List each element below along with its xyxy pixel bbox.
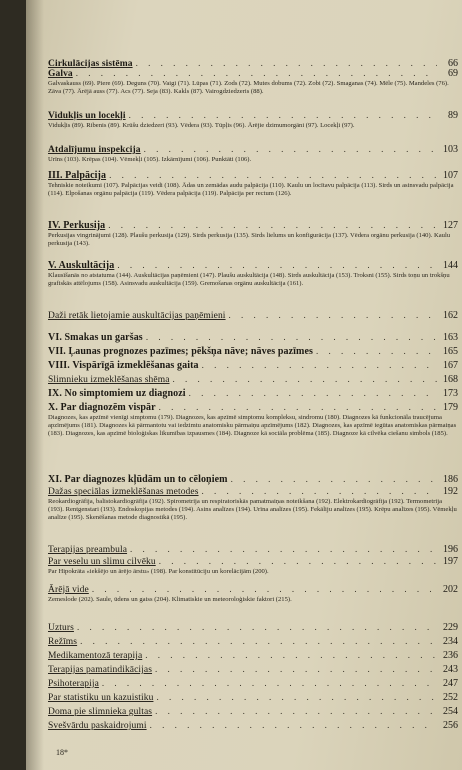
toc-entry <box>48 474 458 485</box>
toc-entry <box>48 622 458 633</box>
toc-description: Perkusijas vingrinājumi (128). Plaušu perkusija (129). Sirds perkusija (135). Sirds lielums un konfigurācija (137). Vēdera orgānu perkusija (140). Kaulu perkusija (143). <box>48 232 451 248</box>
toc-page: 234 <box>443 636 458 647</box>
toc-entry <box>48 110 458 130</box>
toc-leader-dots <box>229 310 437 320</box>
toc-leader-dots <box>159 402 437 412</box>
toc-page: 229 <box>443 622 458 633</box>
toc-entry <box>48 544 458 555</box>
toc-title: Režīms <box>48 637 78 647</box>
toc-description: Par Hipokrāta «iekšējo un ārējo ārstu» (198). Par konstitūciju un korelācijām (200). <box>48 568 269 575</box>
toc-title: Atdalījumu inspekcija <box>48 145 141 155</box>
toc-title: Medikamentozā terapija <box>48 651 143 661</box>
toc-page: 107 <box>443 170 458 181</box>
toc-description: Reokardiogrāfija, balistokardiogrāfija (192). Spirometrija un respiratoriskās pamatmaiņas noteikšana (192). Elektrokardiogrāfija (192). Termometrija (193). Rentgenstari (193). Endoskopijas metodes (194). Asins analīzes (194). Urīna analīzes (195). Fekāliju analīzes (195). Krēpu analīzes (195). Vēmekļu analīze (195). Skenēšanas metode diagnostikā (195). <box>48 498 457 522</box>
toc-entry <box>48 260 458 288</box>
toc-entry <box>48 332 458 343</box>
toc-leader-dots <box>189 388 437 398</box>
toc-title: Uzturs <box>48 623 74 633</box>
toc-leader-dots <box>231 474 437 484</box>
toc-title: Doma pie slimnieka gultas <box>48 707 153 717</box>
toc-leader-dots <box>146 332 437 342</box>
toc-title: XI. Par diagnozes kļūdām un to cēloņiem <box>48 474 228 485</box>
toc-entry <box>48 720 458 731</box>
toc-entry <box>48 310 458 321</box>
toc-title: Cirkulācijas sistēma <box>48 59 133 69</box>
toc-description: Vidukļis (89). Ribenis (89). Krūšu dziedzeri (93). Vēdera (93). Tūpļis (96). Ārējie dzimumorgāni (97). Locekļi (97). <box>48 122 355 129</box>
toc-page: 236 <box>443 650 458 661</box>
toc-entry <box>48 556 458 576</box>
toc-title: X. Par diagnozēm vispār <box>48 402 156 413</box>
toc-description: Klausīšanās no atstatuma (144). Auskultācijas paņēmieni (147). Plaušu auskultācija (148). Sirds auskultācija (153). Troksni (155). Sirds toņu un trokšņu grafiskās attēlojums (158). Asinsvadu auskultācija (159). Gremošanas orgānu auskultācija (161). <box>48 272 450 288</box>
toc-title: VII. Ļaunas prognozes pazīmes; pēkšņa nāve; nāves pazīmes <box>48 346 313 357</box>
toc-page: 252 <box>443 692 458 703</box>
toc-page: 69 <box>448 68 458 79</box>
toc-entry <box>48 360 458 371</box>
toc-leader-dots <box>129 110 437 120</box>
toc-title: Galva <box>48 69 73 79</box>
toc-leader-dots <box>102 678 437 688</box>
toc-page: 192 <box>443 486 458 497</box>
toc-page: 243 <box>443 664 458 675</box>
toc-leader-dots <box>173 374 437 384</box>
toc-page: 144 <box>443 260 458 271</box>
toc-page: 89 <box>448 110 458 121</box>
toc-page: 103 <box>443 144 458 155</box>
toc-title: V. Auskultācija <box>48 260 115 271</box>
toc-title: Psihoterapija <box>48 679 99 689</box>
toc-leader-dots <box>144 144 437 154</box>
toc-leader-dots <box>202 486 437 496</box>
toc-entry <box>48 388 458 399</box>
toc-title: Vidukļis un locekļi <box>48 111 126 121</box>
toc-title: Slimnieku izmeklēšanas shēma <box>48 375 170 385</box>
toc-title: VI. Smakas un garšas <box>48 332 143 343</box>
toc-leader-dots <box>316 346 437 356</box>
toc-page: 127 <box>443 220 458 231</box>
toc-leader-dots <box>117 260 437 270</box>
toc-entry <box>48 678 458 689</box>
toc-entry <box>48 346 458 357</box>
toc-page: 196 <box>443 544 458 555</box>
toc-leader-dots <box>159 556 437 566</box>
toc-leader-dots <box>77 622 437 632</box>
toc-leader-dots <box>202 360 437 370</box>
toc-title: Par statistiku un kazuistiku <box>48 693 154 703</box>
toc-page: 66 <box>448 58 458 69</box>
toc-leader-dots <box>130 544 437 554</box>
toc-title: Par veselu un slimu cilvēku <box>48 557 156 567</box>
toc-leader-dots <box>145 650 437 660</box>
toc-page: 163 <box>443 332 458 343</box>
toc-page: 254 <box>443 706 458 717</box>
toc-title: Terapijas preambula <box>48 545 128 555</box>
toc-page: 167 <box>443 360 458 371</box>
toc-title: Daži retāk lietojamie auskultācijas paņēmieni <box>48 311 226 321</box>
toc-page: 247 <box>443 678 458 689</box>
toc-leader-dots <box>136 58 437 68</box>
toc-title: IX. No simptomiem uz diagnozi <box>48 388 186 399</box>
toc-leader-dots <box>155 706 437 716</box>
toc-entry <box>48 68 458 96</box>
toc-page: 186 <box>443 474 458 485</box>
toc-description: Urīns (103). Krēpas (104). Vēmekļi (105). Izkārnījumi (106). Punktāti (106). <box>48 156 252 163</box>
toc-leader-dots <box>76 68 437 78</box>
toc-page: 256 <box>443 720 458 731</box>
toc-leader-dots <box>108 220 437 230</box>
toc-entry <box>48 692 458 703</box>
toc-title: Ārējā vide <box>48 585 89 595</box>
toc-entry <box>48 402 458 438</box>
toc-title: IV. Perkusija <box>48 220 106 231</box>
toc-leader-dots <box>92 584 437 594</box>
toc-entry <box>48 486 458 522</box>
toc-page: 202 <box>443 584 458 595</box>
toc-title: III. Palpācija <box>48 170 107 181</box>
toc-leader-dots <box>156 692 437 702</box>
toc-page: 165 <box>443 346 458 357</box>
toc-entry <box>48 706 458 717</box>
toc-entry <box>48 664 458 675</box>
toc-leader-dots <box>80 636 437 646</box>
toc-description: Zemeslode (202). Saule, ūdens un gaiss (204). Klimatiskie un meteoroloģiskie faktori (215). <box>48 596 292 603</box>
toc-description: Tehniskie noteikumi (107). Palpācijas veidi (108). Ādas un zemādas audu palpācija (110). Kaulu un locītavu palpācija (113). Sirds un asinsvadu palpācija (114). Elpošanas orgānu palpācija (119). Vēdera palpācija (119). Palpācija per rectum (126). <box>48 182 454 198</box>
toc-entry <box>48 636 458 647</box>
toc-entry <box>48 220 458 248</box>
toc-title: VIII. Vispārīgā izmeklēšanas gaita <box>48 360 199 371</box>
toc-entry <box>48 650 458 661</box>
toc-page: 162 <box>443 310 458 321</box>
toc-entry <box>48 374 458 385</box>
toc-leader-dots <box>155 664 437 674</box>
toc-title: Dažas speciālas izmeklēšanas metodes <box>48 487 199 497</box>
toc-page: 179 <box>443 402 458 413</box>
toc-description: Galvaskauss (69). Piere (69). Deguns (70). Vaigi (71). Lūpas (71). Zods (72). Mutes dobums (72). Zobi (72). Smaganas (74). Mēle (75). Mandeles (76). Zāva (77). Ārējā auss (77). Acs (77). Seja (83). Kakls (87). Vairogdziedzeris (88). <box>48 80 449 96</box>
toc-entry <box>48 144 458 164</box>
toc-page: 197 <box>443 556 458 567</box>
toc-entry <box>48 170 458 198</box>
toc-title: Svešvārdu paskaidrojumi <box>48 721 147 731</box>
page-signature: 18* <box>56 748 68 757</box>
toc-page: 173 <box>443 388 458 399</box>
toc-leader-dots <box>150 720 437 730</box>
toc-page: 168 <box>443 374 458 385</box>
book-page <box>26 0 462 770</box>
toc-title: Terapijas pamatindikācijas <box>48 665 153 675</box>
toc-leader-dots <box>109 170 437 180</box>
toc-entry <box>48 584 458 604</box>
toc-description: Diagnozes, kas apzīmē vienīgi simptomu (179). Diagnozes, kas apzīmē simptomu kompleksu, sindromu (180). Diagnozes kā funkcionāla traucējuma apzīmējums (181). Diagnozes kā pārmantotu vai iedzimtu anatomisku pārmaiņu apzīmējums (182). Diagnozes, kas apzīmē iegūtas anatomiskas pārmaiņas (183). Diagnozes, kas apzīmē bioloģiskas likumības izpausmes (184). Diagnoze kā sociāla problēma (185). Diagnoze kā cilvēka ciešanu simbols (185). <box>48 414 457 438</box>
